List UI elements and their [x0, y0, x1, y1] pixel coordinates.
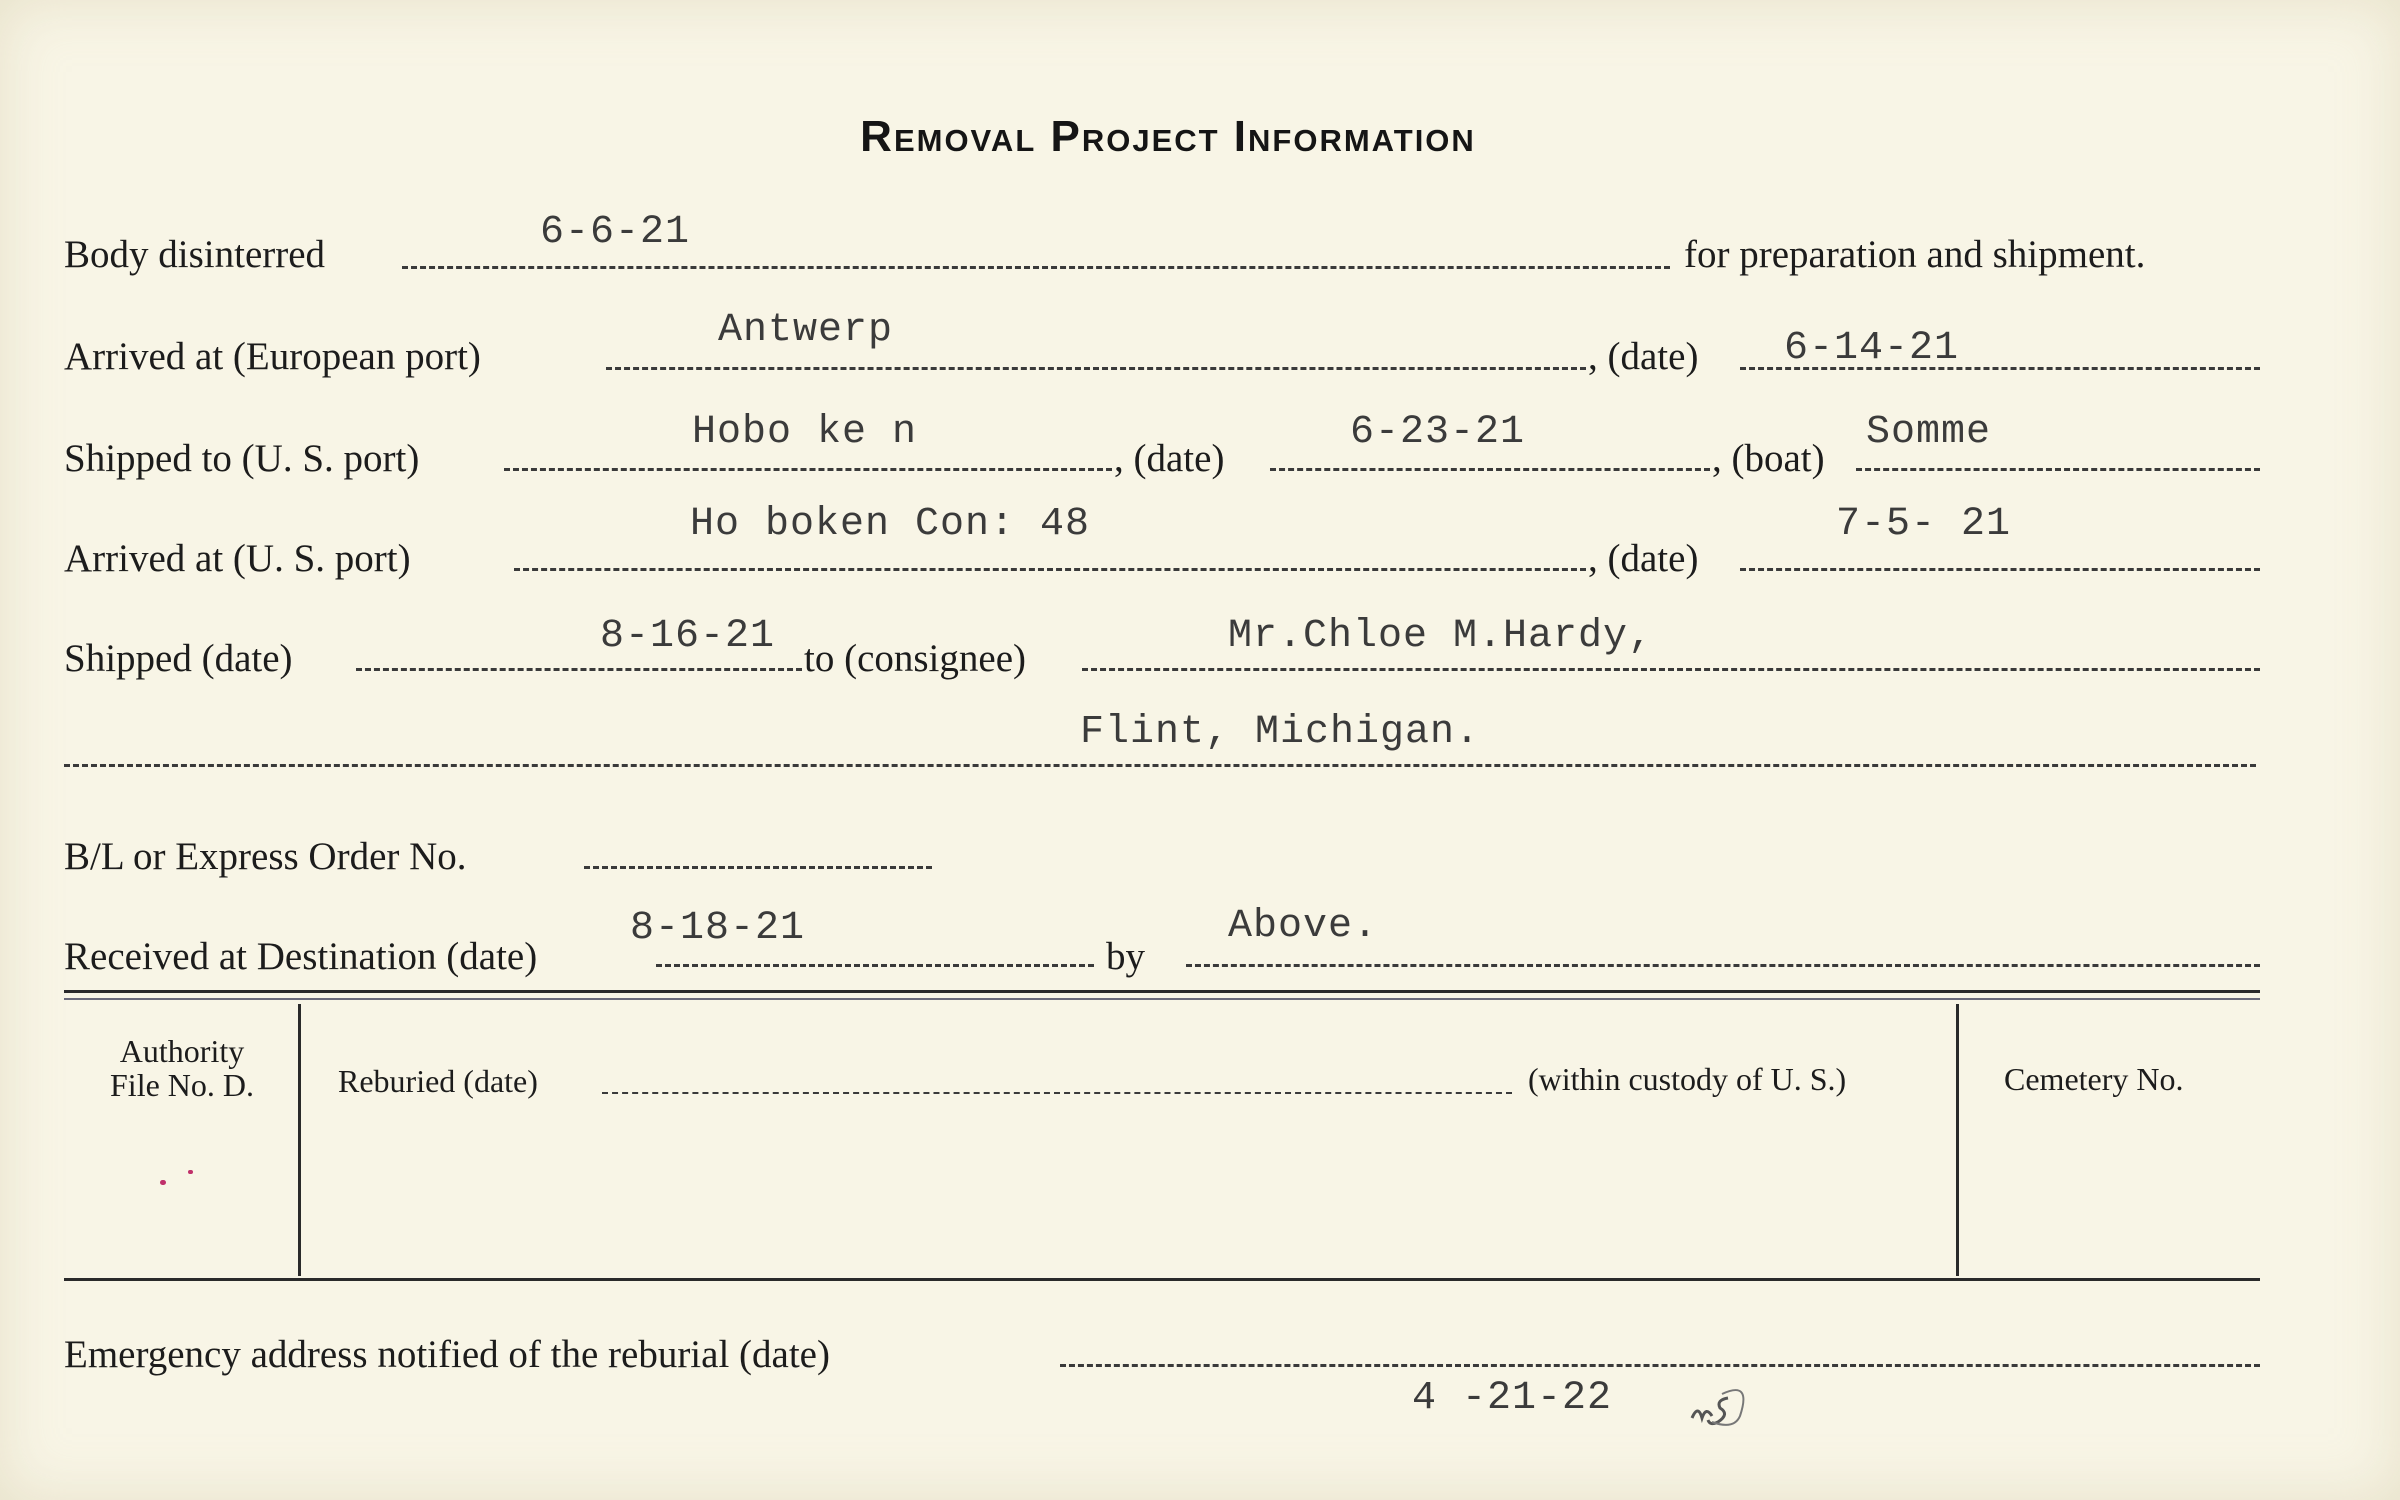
consignee-line [1082, 668, 2260, 671]
table-divider-left [298, 1004, 301, 1276]
arrived-european-port-line [606, 367, 1586, 370]
arrived-us-port-label: Arrived at (U. S. port) [64, 537, 411, 580]
shipped-date: 8-16-21 [600, 614, 776, 659]
received-label: Received at Destination (date) [64, 935, 538, 978]
received-by-line [1186, 964, 2260, 967]
shipped-us-date: 6-23-21 [1350, 410, 1526, 455]
shipped-date-line [356, 668, 802, 671]
arrived-european-label: Arrived at (European port) [64, 335, 481, 378]
arrived-european-port: Antwerp [718, 308, 894, 353]
arrived-european-date: 6-14-21 [1784, 326, 1960, 371]
shipped-us-boat-line [1856, 468, 2260, 471]
body-disinterred-label: Body disinterred [64, 233, 326, 276]
arrived-us-date: 7-5- 21 [1836, 502, 2012, 547]
initials-signature [1688, 1368, 1798, 1438]
cemetery-label: Cemetery No. [2004, 1061, 2184, 1097]
shipped-us-date-label: , (date) [1114, 437, 1225, 480]
received-date: 8-18-21 [630, 906, 806, 951]
card-title: Removal Project Information [860, 112, 1476, 161]
table-top-rule-2 [64, 998, 2260, 1000]
consignee-label: to (consignee) [804, 637, 1027, 680]
received-date-line [656, 964, 1094, 967]
received-by-label: by [1106, 935, 1145, 978]
custody-label: (within custody of U. S.) [1528, 1061, 1847, 1097]
emergency-label: Emergency address notified of the reburial (date) [64, 1333, 830, 1376]
red-stamp-mark-2 [188, 1170, 193, 1174]
shipped-us-port: Hobo ke n [692, 410, 918, 455]
table-divider-right [1956, 1004, 1959, 1276]
red-stamp-mark [160, 1180, 166, 1185]
shipped-us-port-label: Shipped to (U. S. port) [64, 437, 420, 480]
emergency-line [1060, 1364, 2260, 1367]
arrived-us-port-line [514, 568, 1586, 571]
bl-order-label: B/L or Express Order No. [64, 835, 467, 878]
body-disinterred-suffix: for preparation and shipment. [1684, 233, 2146, 276]
reburied-label: Reburied (date) [338, 1063, 538, 1099]
reburied-line [602, 1092, 1512, 1094]
table-top-rule-1 [64, 990, 2260, 993]
table-bottom-rule [64, 1278, 2260, 1281]
authority-label-2: File No. D. [110, 1067, 254, 1103]
consignee-address: Flint, Michigan. [1080, 710, 1481, 755]
body-disinterred-line [402, 266, 1670, 269]
shipped-us-boat: Somme [1866, 410, 1992, 455]
arrived-us-date-line [1740, 568, 2260, 571]
arrived-us-port: Ho boken Con: 48 [690, 502, 1091, 547]
consignee-name: Mr.Chloe M.Hardy, [1228, 614, 1654, 659]
shipped-date-label: Shipped (date) [64, 637, 293, 680]
shipped-us-boat-label: , (boat) [1712, 437, 1825, 480]
authority-label-1: Authority [119, 1033, 245, 1069]
arrived-european-date-label: , (date) [1588, 335, 1699, 378]
shipped-us-port-line [504, 468, 1112, 471]
address-line [64, 764, 2256, 767]
arrived-us-date-label: , (date) [1588, 537, 1699, 580]
shipped-us-date-line [1270, 468, 1710, 471]
body-disinterred-date: 6-6-21 [540, 210, 691, 255]
received-by: Above. [1228, 904, 1379, 949]
bl-order-line [584, 866, 932, 869]
emergency-date: 4 -21-22 [1412, 1376, 1613, 1421]
